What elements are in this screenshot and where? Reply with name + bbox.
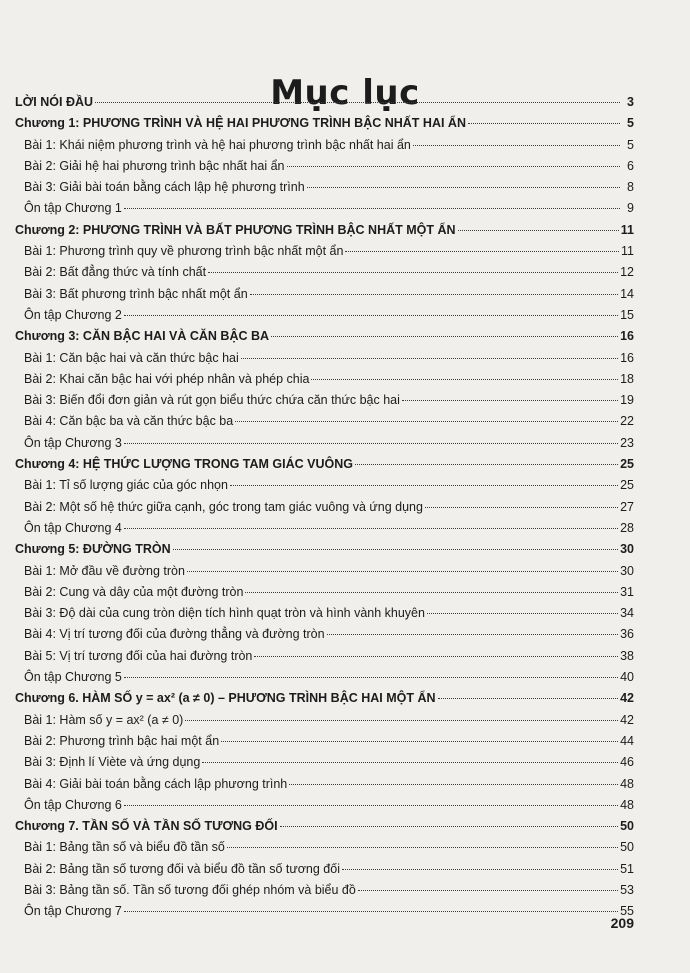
- dot-leader: [311, 379, 618, 380]
- dot-leader: [245, 592, 618, 593]
- toc-entry-chapter[interactable]: [15, 113, 634, 134]
- toc-entry-label: Bài 2: Bảng tần số tương đối và biểu đồ tần số tương đối: [24, 861, 340, 876]
- dot-leader: [327, 634, 619, 635]
- toc-entry-page: 42: [620, 712, 634, 727]
- dot-leader: [427, 613, 618, 614]
- toc-entry-page: 16: [620, 329, 634, 344]
- toc-entry-label: Ôn tập Chương 3: [24, 435, 122, 450]
- toc-entry-label: Chương 3: CĂN BẬC HAI VÀ CĂN BẬC BA: [15, 329, 270, 344]
- dot-leader: [289, 784, 618, 785]
- toc-entry-page: 3: [627, 95, 634, 109]
- dot-leader: [187, 571, 618, 572]
- dot-leader: [227, 847, 618, 848]
- page-title: Mục lục: [270, 72, 420, 113]
- toc-entry-label: Ôn tập Chương 6: [24, 797, 122, 812]
- toc-entry-label: Ôn tập Chương 7: [24, 904, 122, 919]
- toc-entry-label: Ôn tập Chương 2: [24, 307, 122, 322]
- toc-entry-lesson[interactable]: [15, 262, 634, 283]
- dot-leader: [280, 826, 619, 827]
- toc-entry-lesson[interactable]: [15, 518, 634, 539]
- dot-leader: [250, 294, 618, 295]
- toc-entry-lesson[interactable]: [15, 475, 634, 496]
- toc-entry-label: Bài 2: Khai căn bậc hai với phép nhân và phép chia: [24, 371, 310, 386]
- toc-entry-label: Bài 1: Tỉ số lượng giác của góc nhọn: [24, 478, 228, 493]
- toc-entry-page: 5: [627, 116, 634, 131]
- toc-entry-lesson[interactable]: [15, 411, 634, 432]
- toc-entry-page: 16: [620, 350, 634, 365]
- toc-entry-label: Bài 3: Biến đổi đơn giản và rút gọn biểu thức chứa căn thức bậc hai: [24, 393, 400, 408]
- toc-entry-page: 40: [620, 670, 634, 685]
- toc-entry-lesson[interactable]: [15, 624, 634, 645]
- toc-entry-label: Ôn tập Chương 5: [24, 670, 122, 685]
- toc-entry-page: 55: [620, 904, 634, 919]
- toc-entry-lesson[interactable]: [15, 603, 634, 624]
- toc-entry-label: Bài 1: Khái niệm phương trình và hệ hai phương trình bậc nhất hai ẩn: [24, 137, 411, 152]
- toc-entry-page: 31: [620, 584, 634, 599]
- toc-entry-label: Chương 4: HỆ THỨC LƯỢNG TRONG TAM GIÁC VUÔNG: [15, 457, 353, 472]
- toc-entry-label: Bài 3: Bất phương trình bậc nhất một ẩn: [24, 286, 248, 301]
- toc-entry-label: Chương 6. HÀM SỐ y = ax² (a ≠ 0) – PHƯƠNG TRÌNH BẬC HAI MỘT ẨN: [15, 691, 436, 706]
- toc-entry-page: 11: [620, 222, 634, 237]
- toc-entry-chapter[interactable]: [15, 816, 634, 837]
- dot-leader: [124, 805, 618, 806]
- toc-entry-page: 51: [620, 861, 634, 876]
- toc-entry-lesson[interactable]: [15, 497, 634, 518]
- dot-leader: [208, 272, 618, 273]
- toc-entry-label: Ôn tập Chương 4: [24, 520, 122, 535]
- dot-leader: [355, 464, 618, 465]
- toc-entry-page: 6: [627, 158, 634, 173]
- toc-entry-page: 9: [627, 201, 634, 216]
- toc-entry-label: Bài 3: Giải bài toán bằng cách lập hệ phương trình: [24, 180, 305, 195]
- toc-entry-page: 38: [620, 648, 634, 663]
- toc-entry-label: Chương 1: PHƯƠNG TRÌNH VÀ HỆ HAI PHƯƠNG TRÌNH BẬC NHẤT HAI ẨN: [15, 116, 466, 131]
- toc-entry-label: Bài 1: Mở đầu về đường tròn: [24, 563, 185, 578]
- toc-entry-lesson[interactable]: [15, 348, 634, 369]
- toc-entry-label: Bài 1: Bảng tần số và biểu đồ tần số: [24, 840, 225, 855]
- toc-entry-page: 12: [620, 265, 634, 280]
- toc-entry-lesson[interactable]: [15, 667, 634, 688]
- dot-leader: [413, 145, 620, 146]
- toc-entry-lesson[interactable]: [15, 774, 634, 795]
- dot-leader: [307, 187, 620, 188]
- toc-entry-page: 48: [620, 776, 634, 791]
- toc-entry-page: 18: [620, 371, 634, 386]
- toc-entry-label: LỜI NÓI ĐẦU: [15, 95, 94, 109]
- toc-entry-lesson[interactable]: [15, 305, 634, 326]
- toc-entry-page: 30: [620, 563, 634, 578]
- toc-entry-page: 25: [620, 457, 634, 472]
- toc-entry-chapter[interactable]: [15, 688, 634, 709]
- toc-entry-lesson[interactable]: [15, 369, 634, 390]
- toc-entry-label: Bài 2: Bất đẳng thức và tính chất: [24, 265, 207, 280]
- toc-entry-lesson[interactable]: [15, 710, 634, 731]
- toc-entry-label: Bài 3: Định lí Viète và ứng dụng: [24, 755, 201, 770]
- toc-entry-label: Bài 1: Căn bậc hai và căn thức bậc hai: [24, 350, 239, 365]
- dot-leader: [95, 102, 620, 103]
- toc-entry-label: Bài 4: Vị trí tương đối của đường thẳng và đường tròn: [24, 627, 325, 642]
- toc-entry-lesson[interactable]: [15, 880, 634, 901]
- toc-entry-label: Bài 1: Phương trình quy về phương trình bậc nhất một ẩn: [24, 244, 344, 259]
- toc-entry-label: Bài 2: Cung và dây của một đường tròn: [24, 584, 244, 599]
- toc-entry-page: 53: [620, 882, 634, 897]
- toc-entry-lesson[interactable]: [15, 561, 634, 582]
- toc-entry-lesson[interactable]: [15, 284, 634, 305]
- toc-entry-page: 27: [620, 499, 634, 514]
- toc-entry-label: Bài 3: Độ dài của cung tròn diện tích hình quạt tròn và hình vành khuyên: [24, 606, 425, 621]
- toc-entry-page: 36: [620, 627, 634, 642]
- toc-entry-chapter[interactable]: [15, 454, 634, 475]
- dot-leader: [185, 720, 618, 721]
- dot-leader: [287, 166, 621, 167]
- dot-leader: [345, 251, 619, 252]
- dot-leader: [235, 421, 618, 422]
- toc-entry-lesson[interactable]: [15, 241, 634, 262]
- toc-entry-lesson[interactable]: [15, 752, 634, 773]
- dot-leader: [221, 741, 618, 742]
- toc-entry-chapter[interactable]: [15, 220, 634, 241]
- dot-leader: [402, 400, 618, 401]
- dot-leader: [458, 230, 619, 231]
- toc-entry-lesson[interactable]: [15, 198, 634, 219]
- toc-entry-label: Chương 2: PHƯƠNG TRÌNH VÀ BẤT PHƯƠNG TRÌNH BẬC NHẤT MỘT ẨN: [15, 222, 456, 237]
- toc-entry-label: Bài 2: Một số hệ thức giữa cạnh, góc trong tam giác vuông và ứng dụng: [24, 499, 423, 514]
- toc-entry-page: 23: [620, 435, 634, 450]
- toc-entry-chapter[interactable]: [15, 326, 634, 347]
- dot-leader: [271, 336, 618, 337]
- dot-leader: [124, 528, 618, 529]
- toc-entry-label: Bài 3: Bảng tần số. Tần số tương đối ghép nhóm và biểu đồ: [24, 882, 356, 897]
- toc-entry-page: 50: [620, 819, 634, 834]
- dot-leader: [124, 315, 618, 316]
- toc-entry-page: 22: [620, 414, 634, 429]
- toc-entry-label: Bài 1: Hàm số y = ax² (a ≠ 0): [24, 712, 184, 727]
- toc-entry-page: 11: [621, 244, 634, 259]
- toc-entry-page: 44: [620, 733, 634, 748]
- toc-entry-chapter[interactable]: [15, 539, 634, 560]
- dot-leader: [230, 485, 618, 486]
- dot-leader: [124, 677, 618, 678]
- toc-entry-lesson[interactable]: [15, 433, 634, 454]
- toc-entry-lesson[interactable]: [15, 837, 634, 858]
- toc-entry-lesson[interactable]: [15, 390, 634, 411]
- dot-leader: [124, 208, 620, 209]
- toc-entry-lesson[interactable]: [15, 156, 634, 177]
- toc-entry-lesson[interactable]: [15, 859, 634, 880]
- toc-entry-page: 28: [620, 520, 634, 535]
- dot-leader: [124, 911, 618, 912]
- dot-leader: [425, 507, 618, 508]
- toc-entry-page: 8: [627, 180, 634, 195]
- toc-entry-lesson[interactable]: [15, 582, 634, 603]
- dot-leader: [342, 869, 618, 870]
- dot-leader: [241, 358, 618, 359]
- toc-entry-page: 34: [620, 606, 634, 621]
- table-of-contents: [15, 92, 634, 923]
- toc-entry-lesson[interactable]: [15, 135, 634, 156]
- toc-entry-label: Bài 4: Căn bậc ba và căn thức bậc ba: [24, 414, 234, 429]
- toc-entry-lesson[interactable]: [15, 177, 634, 198]
- toc-entry-lesson[interactable]: [15, 901, 634, 922]
- toc-entry-page: 15: [620, 307, 634, 322]
- toc-entry-page: 14: [620, 286, 634, 301]
- toc-entry-lesson[interactable]: [15, 646, 634, 667]
- dot-leader: [468, 123, 620, 124]
- toc-entry-front[interactable]: [15, 92, 634, 113]
- toc-entry-lesson[interactable]: [15, 731, 634, 752]
- dot-leader: [438, 698, 619, 699]
- toc-entry-label: Chương 7. TẦN SỐ VÀ TẦN SỐ TƯƠNG ĐỐI: [15, 819, 278, 834]
- toc-entry-lesson[interactable]: [15, 795, 634, 816]
- toc-entry-page: 30: [620, 542, 634, 557]
- toc-entry-page: 19: [620, 393, 634, 408]
- toc-entry-page: 25: [620, 478, 634, 493]
- toc-entry-page: 46: [620, 755, 634, 770]
- toc-entry-label: Bài 2: Giải hệ hai phương trình bậc nhất hai ẩn: [24, 158, 285, 173]
- toc-entry-page: 48: [620, 797, 634, 812]
- toc-entry-page: 5: [627, 137, 634, 152]
- toc-entry-label: Bài 2: Phương trình bậc hai một ẩn: [24, 733, 220, 748]
- toc-entry-label: Chương 5: ĐƯỜNG TRÒN: [15, 542, 171, 557]
- toc-entry-page: 50: [620, 840, 634, 855]
- toc-entry-label: Ôn tập Chương 1: [24, 201, 122, 216]
- dot-leader: [254, 656, 618, 657]
- dot-leader: [358, 890, 618, 891]
- toc-entry-page: 42: [620, 691, 634, 706]
- toc-entry-label: Bài 4: Giải bài toán bằng cách lập phương trình: [24, 776, 288, 791]
- page-number: 209: [610, 915, 634, 931]
- toc-entry-label: Bài 5: Vị trí tương đối của hai đường tròn: [24, 648, 253, 663]
- dot-leader: [173, 549, 618, 550]
- dot-leader: [202, 762, 618, 763]
- dot-leader: [124, 443, 618, 444]
